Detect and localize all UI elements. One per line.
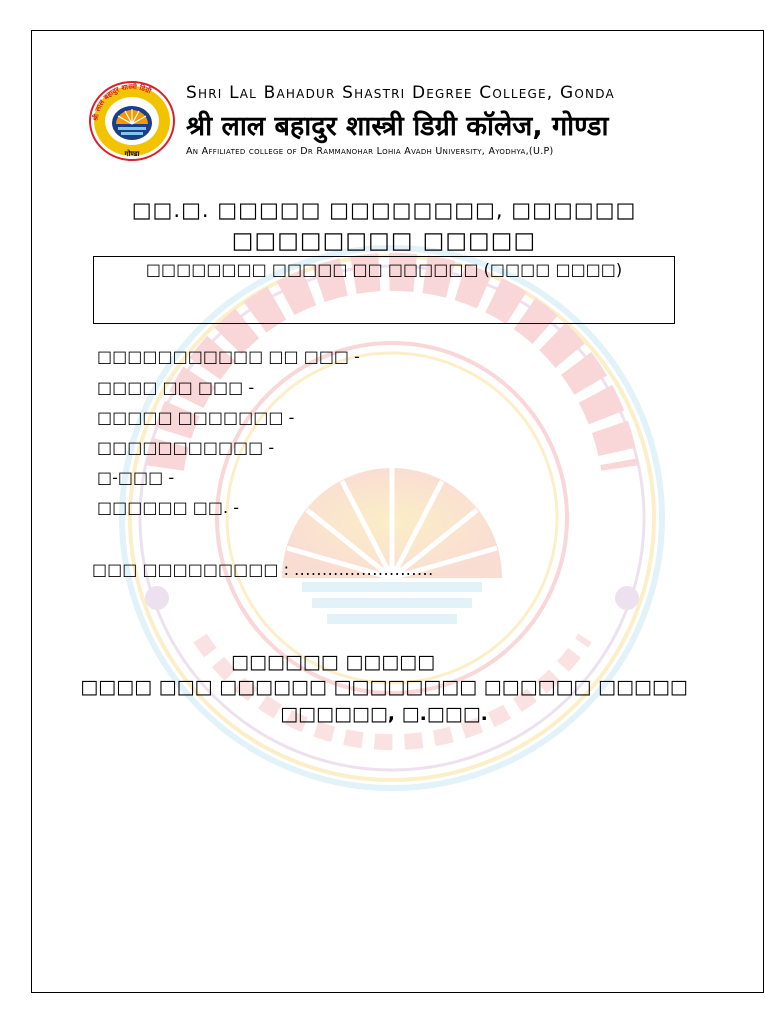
field-4: □□□□□□□□□□□ - <box>97 438 275 457</box>
field-5: □-□□□ - <box>97 468 175 487</box>
logo-bottom-text: गोण्डा <box>124 150 140 158</box>
signature-line <box>92 560 434 579</box>
field-1: □□□□□□□□□□□ □□ □□□ - <box>97 347 360 366</box>
college-name-hindi: श्री लाल बहादुर शास्त्री डिग्री कॉलेज, गोण्डा <box>186 111 609 142</box>
document-title-line2: □□□□□□□□ □□□□□ <box>231 228 537 254</box>
footer-title: □□□□□□ □□□□□ <box>231 651 436 673</box>
field-3: □□□□□ □□□□□□□ - <box>97 408 295 427</box>
footer-line1: □□□□ □□□ □□□□□□ □□□□□□□□ □□□□□□ □□□□□ <box>80 676 688 698</box>
logo-ring-text: श्री लाल बहादुर शास्त्री डिग्री <box>91 82 153 122</box>
college-logo <box>88 80 176 162</box>
college-name-english: Shri Lal Bahadur Shastri Degree College, Gonda <box>186 83 615 103</box>
heading-box-text: □□□□□□□□ □□□□□ □□ □□□□□□ (□□□□ □□□□) <box>145 260 623 279</box>
signature-dots: ......................... <box>294 560 434 579</box>
field-2: □□□□ □□ □□□ - <box>97 378 255 397</box>
heading-box <box>93 256 675 324</box>
signature-label: □□□ □□□□□□□□□ : <box>92 560 289 579</box>
footer-line2: □□□□□□, □.□□□. <box>280 703 488 725</box>
document-title-line1: □□.□. □□□□□ □□□□□□□□, □□□□□□ <box>131 198 637 222</box>
field-6: □□□□□□ □□. - <box>97 498 239 517</box>
affiliation-text: An Affiliated college of Dr Rammanohar Lohia Avadh University, Ayodhya,(U.P) <box>186 146 554 157</box>
